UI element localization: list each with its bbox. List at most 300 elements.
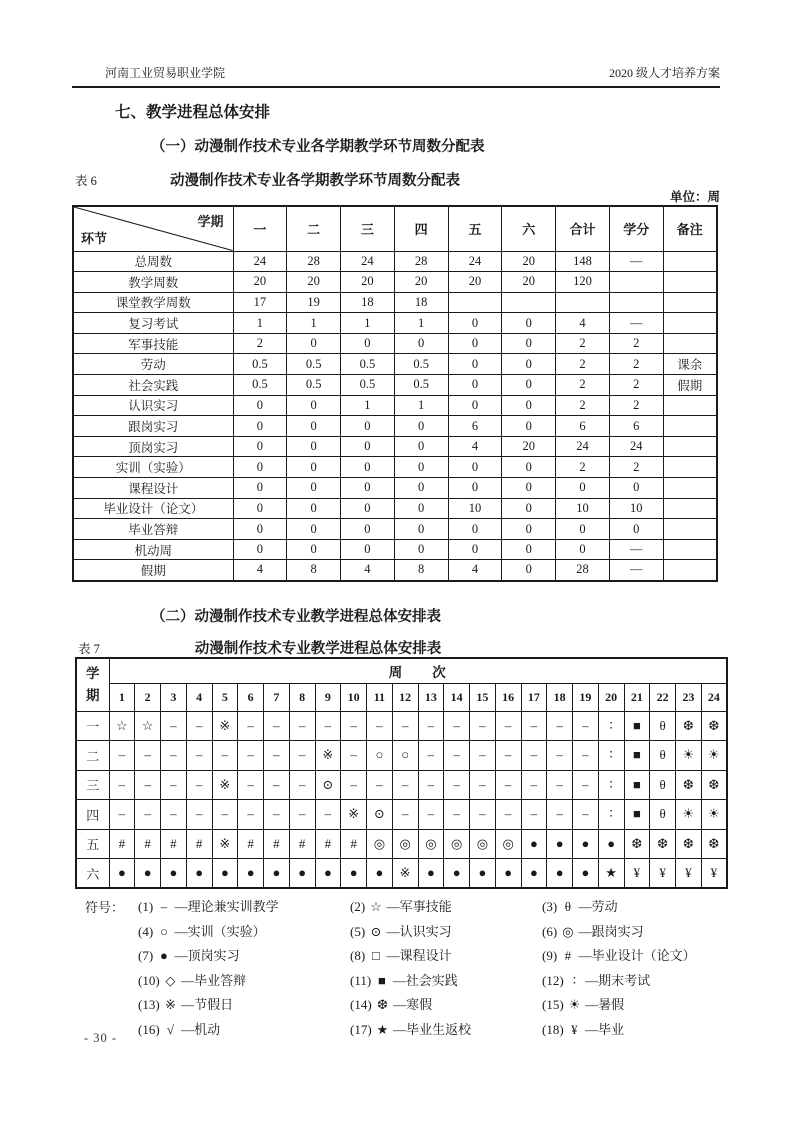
table7-schedule-cell: –	[315, 711, 341, 741]
table6-column-header-9: 备注	[663, 206, 717, 251]
table6-cell	[663, 436, 717, 457]
table6-cell: 20	[341, 272, 395, 293]
legend-item	[542, 897, 696, 916]
table7-schedule-cell: ❆	[650, 829, 676, 859]
legend-item-number: (2)	[350, 899, 369, 914]
table6-cell: 0	[233, 539, 287, 560]
legend-item-number: (4)	[138, 923, 157, 939]
table7-schedule-cell: –	[238, 800, 264, 830]
table6-cell: 24	[609, 436, 663, 457]
table6-cell: 10	[609, 498, 663, 519]
table6-cell: 18	[394, 292, 448, 313]
table7-schedule-cell: ■	[624, 741, 650, 771]
table6-row	[73, 251, 717, 272]
table7-schedule-cell: ●	[315, 859, 341, 889]
table7-week-number: 14	[444, 683, 470, 711]
table6-cell: 0.5	[233, 375, 287, 396]
table7-schedule-cell: –	[161, 711, 187, 741]
legend-grid	[138, 897, 696, 1039]
legend-item-number: (9)	[542, 948, 561, 963]
table7-schedule-cell: ❆	[676, 711, 702, 741]
legend-item-text: —暑假	[581, 997, 625, 1012]
table7-label: 表 7	[78, 642, 100, 656]
table7-schedule-cell: –	[264, 711, 290, 741]
table6-cell: 0	[448, 478, 502, 499]
legend-item-symbol: –	[160, 899, 168, 914]
table7-schedule-cell: –	[109, 741, 135, 771]
table7-schedule-cell: #	[315, 829, 341, 859]
table6-label: 表 6	[75, 174, 97, 188]
table6-row	[73, 436, 717, 457]
legend-item	[138, 946, 350, 965]
table7-schedule-cell: #	[238, 829, 264, 859]
table6-row-label: 跟岗实习	[73, 416, 233, 437]
table7-schedule-cell: –	[521, 800, 547, 830]
table6-cell: 0	[233, 519, 287, 540]
table7-schedule-cell: –	[418, 711, 444, 741]
table7-week-number: 9	[315, 683, 341, 711]
table6-cell: 0	[502, 560, 556, 581]
table7-schedule-cell: ●	[573, 829, 599, 859]
legend-item	[542, 995, 696, 1014]
table6-cell	[448, 292, 502, 313]
legend-item	[350, 897, 542, 916]
table6-row-label: 劳动	[73, 354, 233, 375]
table7-week-number: 15	[470, 683, 496, 711]
table7-schedule-cell: –	[495, 741, 521, 771]
table7-schedule-cell: ❆	[701, 829, 727, 859]
table7-schedule-cell: ※	[212, 770, 238, 800]
table6-column-header-1: 一	[233, 206, 287, 251]
table6-cell: 0	[448, 313, 502, 334]
table7-schedule-cell: –	[495, 800, 521, 830]
table7-week-number: 24	[701, 683, 727, 711]
legend-item-text: —顶岗实习	[171, 948, 240, 963]
table6-cell: 0	[287, 478, 341, 499]
table6-cell: —	[609, 560, 663, 581]
table7-row	[76, 800, 727, 830]
table6-corner-cell	[73, 206, 233, 251]
table6-row	[73, 539, 717, 560]
table6-cell: 0	[287, 416, 341, 437]
table7-schedule-cell: ❆	[676, 770, 702, 800]
table6-cell: 2	[609, 354, 663, 375]
table6-row	[73, 519, 717, 540]
table7-week-number-row	[76, 683, 727, 711]
table7-schedule-cell: ●	[212, 859, 238, 889]
table7-schedule-cell: –	[161, 770, 187, 800]
legend-item-text: —毕业生返校	[389, 1021, 472, 1037]
table7-week-number: 12	[392, 683, 418, 711]
table7-schedule-cell: ◎	[444, 829, 470, 859]
table6-row	[73, 457, 717, 478]
table7-schedule-cell: ●	[135, 859, 161, 889]
table6-cell	[663, 498, 717, 519]
table6-cell: 0	[502, 498, 556, 519]
table7-schedule-cell: –	[186, 770, 212, 800]
table6-cell: 28	[556, 560, 610, 581]
table7-schedule-cell: –	[418, 770, 444, 800]
table6-column-header-2: 二	[287, 206, 341, 251]
table6-cell: 2	[609, 375, 663, 396]
legend-item	[138, 995, 350, 1014]
table7-schedule-cell: ●	[598, 829, 624, 859]
legend-item-symbol: ❆	[376, 997, 388, 1012]
legend-item-text: —毕业答辩	[177, 972, 247, 988]
table7-schedule-cell: ★	[598, 859, 624, 889]
table6-row	[73, 416, 717, 437]
table6-cell: 0.5	[394, 375, 448, 396]
legend-item	[138, 897, 350, 916]
table7-schedule-cell: –	[109, 770, 135, 800]
legend-item-symbol: ¥	[571, 1021, 578, 1037]
legend-item	[138, 1020, 350, 1039]
table7-schedule-cell: –	[212, 800, 238, 830]
table6-cell: 0	[287, 333, 341, 354]
table7-schedule-cell: ●	[109, 859, 135, 889]
table6-cell: 0	[502, 478, 556, 499]
table7-schedule-cell: ●	[521, 829, 547, 859]
table6-cell: 0.5	[287, 354, 341, 375]
table7-week-number: 3	[161, 683, 187, 711]
table7-schedule-cell: –	[418, 800, 444, 830]
table7-week-number: 1	[109, 683, 135, 711]
table7-schedule-cell: –	[495, 711, 521, 741]
table6-cell: 1	[394, 395, 448, 416]
table6-cell: 0.5	[233, 354, 287, 375]
table6-cell	[663, 251, 717, 272]
table7-week-number: 18	[547, 683, 573, 711]
table6-cell: 0	[287, 436, 341, 457]
table7-schedule-cell: ■	[624, 770, 650, 800]
table6-cell: 2	[609, 457, 663, 478]
table7-schedule-cell: –	[212, 741, 238, 771]
legend-item	[138, 922, 350, 941]
table6-row	[73, 395, 717, 416]
table6-cell: 0	[287, 519, 341, 540]
table7-schedule-cell: ☆	[135, 711, 161, 741]
table7-week-number: 20	[598, 683, 624, 711]
table7-schedule-cell: –	[186, 741, 212, 771]
legend-item-text: —认识实习	[383, 923, 452, 939]
section-title: 七、教学进程总体安排	[115, 104, 271, 121]
table6-cell	[663, 560, 717, 581]
legend-item-text: —劳动	[575, 899, 618, 914]
table7-schedule-cell: –	[392, 770, 418, 800]
legend-item-symbol: ∶	[572, 972, 577, 988]
table6-cell: 0	[609, 478, 663, 499]
table7-schedule-cell: –	[238, 711, 264, 741]
table7-schedule-cell: –	[547, 770, 573, 800]
legend-item-text: —节假日	[177, 997, 234, 1012]
table6-cell: 0.5	[287, 375, 341, 396]
table6-cell: 0	[448, 395, 502, 416]
legend-item-number: (16)	[138, 1021, 163, 1037]
table7-row	[76, 829, 727, 859]
table6-cell: 0	[502, 354, 556, 375]
legend-item-symbol: ○	[159, 923, 168, 939]
table6-cell	[663, 539, 717, 560]
table6-cell: 0	[341, 478, 395, 499]
table6-cell: —	[609, 539, 663, 560]
table6-cell: 0.5	[341, 375, 395, 396]
table6-cell: 0	[502, 395, 556, 416]
table6-cell: 0	[448, 539, 502, 560]
table7-week-number: 11	[367, 683, 393, 711]
legend-item-text: —社会实践	[389, 972, 458, 988]
table6-row-label: 军事技能	[73, 333, 233, 354]
table6-cell: 0	[609, 519, 663, 540]
table6-header-row	[73, 206, 717, 251]
table7-schedule-cell: –	[547, 711, 573, 741]
table7-schedule-cell: –	[392, 800, 418, 830]
table7-schedule-cell: –	[470, 741, 496, 771]
table6-cell: 4	[341, 560, 395, 581]
table6-cell: 19	[287, 292, 341, 313]
corner-label-activity: 环节	[81, 230, 108, 246]
table6-cell: 4	[556, 313, 610, 334]
table6-cell: 20	[233, 272, 287, 293]
table6-unit-note: 单位：周	[669, 190, 720, 204]
table6-cell: 0	[448, 457, 502, 478]
legend-item-number: (6)	[542, 923, 561, 939]
table7-schedule-cell: –	[109, 800, 135, 830]
table6-row-label: 顶岗实习	[73, 436, 233, 457]
table6-cell: 17	[233, 292, 287, 313]
table6-cell: 6	[609, 416, 663, 437]
table7-schedule-cell: ◎	[418, 829, 444, 859]
table7-schedule-cell: ●	[444, 859, 470, 889]
table6-cell: 0	[448, 519, 502, 540]
table7-schedule-cell: #	[186, 829, 212, 859]
table7-schedule-cell: –	[470, 800, 496, 830]
table7-schedule-cell: #	[289, 829, 315, 859]
table6-caption-row	[72, 169, 720, 189]
table7-schedule-cell: θ	[650, 770, 676, 800]
table6-cell: 4	[448, 560, 502, 581]
table6-cell: 1	[394, 313, 448, 334]
legend-item-symbol: ■	[378, 972, 386, 988]
table6-cell	[663, 519, 717, 540]
legend-item-number: (18)	[542, 1021, 567, 1037]
table6-cell: 1	[233, 313, 287, 334]
table6-row-label: 课堂教学周数	[73, 292, 233, 313]
table7-week-number: 22	[650, 683, 676, 711]
legend-item	[350, 1020, 542, 1039]
table6-row-label: 实训（实验）	[73, 457, 233, 478]
table7-schedule-cell: ●	[470, 859, 496, 889]
table7-schedule-cell: –	[238, 741, 264, 771]
table7-schedule-cell: –	[392, 711, 418, 741]
table6-cell: 0	[448, 333, 502, 354]
legend-item-text: —实训（实验）	[171, 923, 266, 939]
table7-schedule-cell: ●	[341, 859, 367, 889]
table7-schedule-cell: ※	[315, 741, 341, 771]
table7-schedule-cell: –	[289, 800, 315, 830]
table6-cell: 0	[341, 539, 395, 560]
table6-row-label: 教学周数	[73, 272, 233, 293]
table7-schedule-cell: #	[135, 829, 161, 859]
table6-column-header-7: 合计	[556, 206, 610, 251]
table7-schedule-cell: –	[573, 741, 599, 771]
legend-item	[350, 922, 542, 941]
table7-schedule-cell: ●	[495, 859, 521, 889]
page-number: - 30 -	[84, 1031, 118, 1045]
table7-schedule-cell: ☀	[701, 741, 727, 771]
table7-schedule-cell: –	[341, 770, 367, 800]
table6-cell: —	[609, 251, 663, 272]
legend-item-number: (5)	[350, 923, 369, 939]
table7-schedule-cell: ❆	[701, 770, 727, 800]
legend-item-number: (15)	[542, 997, 567, 1012]
legend-item	[350, 995, 542, 1014]
legend-item-symbol: ●	[159, 948, 168, 963]
table6-cell: 0	[341, 333, 395, 354]
table7-schedule-cell: ●	[367, 859, 393, 889]
table7-row	[76, 859, 727, 889]
legend-item-number: (1)	[138, 899, 157, 914]
table7-week-number: 4	[186, 683, 212, 711]
table7-schedule-cell: #	[109, 829, 135, 859]
legend-item-number: (8)	[350, 948, 369, 963]
legend-item	[542, 922, 696, 941]
table7-schedule-cell: ●	[186, 859, 212, 889]
table6-cell: 8	[287, 560, 341, 581]
legend-item	[542, 1020, 696, 1039]
table6-cell: 0	[394, 416, 448, 437]
table7-schedule-cell: θ	[650, 711, 676, 741]
table6-cell: 0	[341, 519, 395, 540]
legend-item-symbol: √	[166, 1021, 174, 1037]
legend-item-symbol: ◇	[165, 972, 176, 988]
table6-cell: 0	[502, 375, 556, 396]
table6-row	[73, 333, 717, 354]
legend-item-text: —期末考试	[581, 972, 651, 988]
table6-cell	[663, 333, 717, 354]
table6-cell: 20	[502, 272, 556, 293]
table7-schedule-cell: ※	[212, 829, 238, 859]
table7-schedule-cell: ●	[573, 859, 599, 889]
table6-cell: 0	[502, 416, 556, 437]
table7-week-number: 5	[212, 683, 238, 711]
table7-schedule-cell: –	[161, 800, 187, 830]
table7-schedule-cell: ■	[624, 800, 650, 830]
table6-row-label: 复习考试	[73, 313, 233, 334]
table7-schedule-cell: ☀	[676, 741, 702, 771]
table7-schedule-cell: –	[521, 711, 547, 741]
table6-cell: 0	[448, 354, 502, 375]
table6-cell: 0	[394, 478, 448, 499]
table6-cell: 18	[341, 292, 395, 313]
table6-cell	[663, 272, 717, 293]
table7-schedule-cell: ☆	[109, 711, 135, 741]
legend-item-number: (7)	[138, 948, 157, 963]
legend-item-symbol: ★	[376, 1021, 389, 1037]
table7-schedule-cell: –	[573, 711, 599, 741]
table7-schedule-cell: ●	[521, 859, 547, 889]
table7-schedule-cell: –	[495, 770, 521, 800]
table7-schedule-cell: –	[444, 800, 470, 830]
table6-cell: 4	[233, 560, 287, 581]
table7-schedule-cell: –	[521, 741, 547, 771]
table6-cell: 0	[502, 457, 556, 478]
table6-cell: 24	[341, 251, 395, 272]
table6-row	[73, 375, 717, 396]
table6-column-header-4: 四	[394, 206, 448, 251]
table7-week-number: 7	[264, 683, 290, 711]
legend-item	[542, 971, 696, 990]
table7-schedule-cell: ※	[341, 800, 367, 830]
table6-cell	[663, 416, 717, 437]
table6-cell: 0	[556, 478, 610, 499]
table6-cell: 0	[287, 457, 341, 478]
table7-week-number: 23	[676, 683, 702, 711]
table7-schedule-cell: ¥	[650, 859, 676, 889]
table7-schedule-cell: –	[367, 770, 393, 800]
table7-semester-label: 六	[76, 859, 109, 889]
legend-item-number: (13)	[138, 997, 163, 1012]
table6-cell: 28	[287, 251, 341, 272]
legend-item-symbol: ⊙	[370, 923, 382, 939]
table7-week-number: 2	[135, 683, 161, 711]
table6-cell: 0	[502, 539, 556, 560]
table7-schedule-cell: ∶	[598, 770, 624, 800]
table6-cell	[502, 292, 556, 313]
table6-cell: 0	[233, 478, 287, 499]
table6-cell: 假期	[663, 375, 717, 396]
legend-item-number: (11)	[350, 972, 375, 988]
table6-cell: 2	[609, 395, 663, 416]
table6-cell: 0	[394, 333, 448, 354]
header-plan-name: 2020 级人才培养方案	[608, 66, 720, 80]
table7-schedule-cell: ¥	[676, 859, 702, 889]
table6-cell: 24	[448, 251, 502, 272]
legend-item-text: —跟岗实习	[575, 923, 644, 939]
table6-row-label: 认识实习	[73, 395, 233, 416]
table7-schedule-cell: –	[573, 770, 599, 800]
table7-schedule-cell: ■	[624, 711, 650, 741]
legend-item-symbol: θ	[564, 899, 572, 914]
legend-item	[542, 946, 696, 965]
table6-row	[73, 292, 717, 313]
table7-schedule-cell: –	[264, 800, 290, 830]
table6-cell: 2	[609, 333, 663, 354]
legend-item-symbol: ※	[164, 997, 176, 1012]
table6-column-header-6: 六	[502, 206, 556, 251]
table7-schedule-cell: ◎	[495, 829, 521, 859]
legend-label: 符号：	[85, 900, 125, 915]
table6-cell: 0	[502, 519, 556, 540]
table7-schedule-cell: –	[573, 800, 599, 830]
table6-cell: 0	[556, 519, 610, 540]
table6-cell: 2	[556, 354, 610, 375]
table7-schedule-cell: –	[186, 711, 212, 741]
legend-item-symbol: □	[371, 948, 380, 963]
legend-item-text: —理论兼实训教学	[171, 899, 279, 914]
table7-schedule-cell: –	[289, 770, 315, 800]
table7-schedule-cell: –	[367, 711, 393, 741]
table7-schedule-cell: –	[444, 741, 470, 771]
table7-schedule-cell: ◎	[470, 829, 496, 859]
table7-week-number: 17	[521, 683, 547, 711]
corner-label-semester: 学期	[197, 214, 224, 229]
legend-item-number: (14)	[350, 997, 375, 1012]
table6-row-label: 假期	[73, 560, 233, 581]
table6-cell: 0	[394, 539, 448, 560]
table6-cell: 6	[448, 416, 502, 437]
table6-cell	[663, 313, 717, 334]
symbol-legend	[85, 897, 696, 1039]
